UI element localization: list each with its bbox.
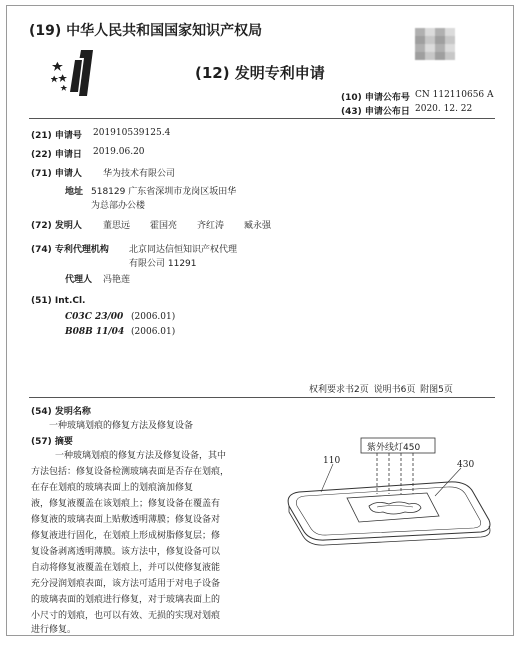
app-date-value: 2019.06.20	[93, 147, 145, 157]
abstract-line-1: 一种玻璃划痕的修复方法及修复设备，其中	[55, 451, 227, 461]
abstract-line-3: 在存在划痕的玻璃表面上的划痕滴加修复	[31, 483, 194, 493]
page-counts: 权利要求书2页 说明书6页 附图5页	[309, 385, 453, 395]
abstract-line-12: 进行修复。	[31, 625, 77, 635]
abstract-line-4: 液，修复液覆盖在该划痕上；修复设备在覆盖有	[31, 499, 221, 509]
agency-label: (74) 专利代理机构	[31, 245, 109, 255]
agency-line-2: 有限公司 11291	[129, 259, 197, 269]
inventor-1: 董思远	[103, 221, 131, 231]
cnipa-emblem-icon	[51, 48, 107, 98]
uv-lamp-label: 紫外线灯450	[367, 443, 421, 453]
pub-date-value: 2020. 12. 22	[415, 104, 473, 114]
abstract-figure	[281, 436, 505, 548]
applicant-label: (71) 申请人	[31, 169, 82, 179]
patent-office-name: (19) 中华人民共和国国家知识产权局	[29, 23, 263, 39]
abstract-line-10: 的玻璃表面的划痕进行修复，对于玻璃表面上的	[31, 595, 221, 605]
invention-title: 一种玻璃划痕的修复方法及修复设备	[49, 421, 194, 431]
int-cl-label: (51) Int.Cl.	[31, 296, 86, 306]
invention-title-label: (54) 发明名称	[31, 407, 91, 417]
document-type-title: (12) 发明专利申请	[195, 64, 325, 82]
app-date-label: (22) 申请日	[31, 150, 82, 160]
agent-value: 冯艳莲	[103, 275, 131, 285]
abstract-divider	[29, 397, 495, 398]
agent-label: 代理人	[65, 275, 93, 285]
ipc-year-1: (2006.01)	[131, 312, 176, 322]
header-divider	[29, 118, 495, 119]
ref-numeral-110: 110	[323, 456, 341, 466]
address-line-2: 为总部办公楼	[91, 201, 146, 211]
applicant-value: 华为技术有限公司	[103, 169, 176, 179]
agency-line-1: 北京同达信恒知识产权代理	[129, 245, 238, 255]
abstract-line-9: 充分浸润划痕表面，该方法可适用于对电子设备	[31, 579, 221, 589]
abstract-line-2: 方法包括：修复设备检测玻璃表面是否存在划痕，	[31, 467, 230, 477]
ipc-code-1: C03C 23/00	[65, 312, 124, 322]
address-line-1: 518129 广东省深圳市龙岗区坂田华	[91, 187, 237, 197]
abstract-line-8: 自动将修复液覆盖在划痕上，并可以使修复液能	[31, 563, 221, 573]
inventor-label: (72) 发明人	[31, 221, 82, 231]
pub-date-label: (43) 申请公布日	[341, 107, 410, 117]
patent-cover-page	[6, 5, 514, 636]
app-number-value: 201910539125.4	[93, 128, 171, 138]
ref-numeral-430: 430	[457, 460, 475, 470]
abstract-line-5: 修复液的玻璃表面上贴敷透明薄膜；修复设备对	[31, 515, 221, 525]
inventor-3: 齐红涛	[197, 221, 225, 231]
pub-number-label: (10) 申请公布号	[341, 93, 410, 103]
abstract-line-6: 修复液进行固化，在划痕上形成树脂修复层；修	[31, 531, 221, 541]
abstract-line-7: 复设备剥离透明薄膜。该方法中，修复设备可以	[31, 547, 221, 557]
inventor-4: 臧永强	[244, 221, 272, 231]
inventor-2: 霍国亮	[150, 221, 178, 231]
pub-number-value: CN 112110656 A	[415, 90, 494, 100]
blurred-barcode	[415, 28, 455, 60]
ipc-code-2: B08B 11/04	[65, 327, 125, 337]
abstract-line-11: 小尺寸的划痕，也可以有效、无损的实现对划痕	[31, 611, 221, 621]
app-number-label: (21) 申请号	[31, 131, 82, 141]
abstract-label: (57) 摘要	[31, 437, 73, 447]
ipc-year-2: (2006.01)	[131, 327, 176, 337]
address-label: 地址	[65, 187, 84, 197]
